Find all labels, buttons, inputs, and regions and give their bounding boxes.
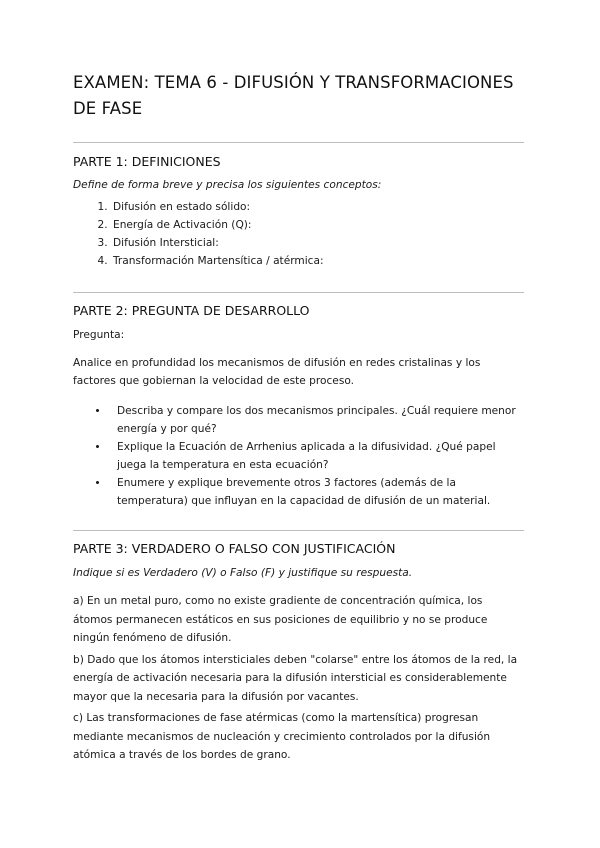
divider-3 (73, 530, 524, 531)
list-item: • Explique la Ecuación de Arrhenius aplicada a la difusividad. ¿Qué papel juega la temperatura en esta ecuación? (109, 438, 524, 474)
part3-instruction: Indique si es Verdadero (V) o Falso (F) y justifique su respuesta. (73, 567, 413, 579)
part1-section (73, 153, 524, 270)
list-item: • Describa y compare los dos mecanismos principales. ¿Cuál requiere menor energía y por qué? (109, 402, 524, 438)
list-item: 3. Difusión Intersticial: (111, 234, 524, 252)
statement-b: b) Dado que los átomos intersticiales deben "colarse" entre los átomos de la red, la energía de activación necesaria para la difusión intersticial es considerablemente mayor que la necesaria para la difusión por vacantes. (73, 653, 518, 703)
development-bullets (73, 402, 524, 510)
part2-prompt: Analice en profundidad los mecanismos de difusión en redes cristalinas y los factores que gobiernan la velocidad de este proceso. (73, 357, 481, 387)
list-item: • Enumere y explique brevemente otros 3 factores (además de la temperatura) que influyan en la capacidad de difusión de un material. (109, 474, 524, 510)
definitions-list (73, 198, 524, 270)
list-item: 4. Transformación Martensítica / atérmica: (111, 252, 524, 270)
part3-heading: PARTE 3: VERDADERO O FALSO CON JUSTIFICACIÓN (73, 541, 396, 556)
statement-c: c) Las transformaciones de fase atérmicas (como la martensítica) progresan mediante mecanismos de nucleación y crecimiento controlados por la difusión atómica a través de los bordes de grano. (73, 712, 491, 761)
divider-1 (73, 142, 524, 143)
list-item: 1. Difusión en estado sólido: (111, 198, 524, 216)
part2-section (73, 302, 524, 510)
part1-instruction: Define de forma breve y precisa los siguientes conceptos: (73, 179, 382, 191)
divider-2 (73, 292, 524, 293)
part1-heading: PARTE 1: DEFINICIONES (73, 154, 221, 169)
statement-a: a) En un metal puro, como no existe gradiente de concentración química, los átomos permanecen estáticos en sus posiciones de equilibrio y no se produce ningún fenómeno de difusión. (73, 595, 488, 644)
part3-section (73, 540, 524, 765)
part2-question-label: Pregunta: (73, 329, 125, 341)
page-title: EXAMEN: TEMA 6 - DIFUSIÓN Y TRANSFORMACIONES DE FASE (73, 73, 514, 118)
part2-heading: PARTE 2: PREGUNTA DE DESARROLLO (73, 303, 310, 318)
list-item: 2. Energía de Activación (Q): (111, 216, 524, 234)
